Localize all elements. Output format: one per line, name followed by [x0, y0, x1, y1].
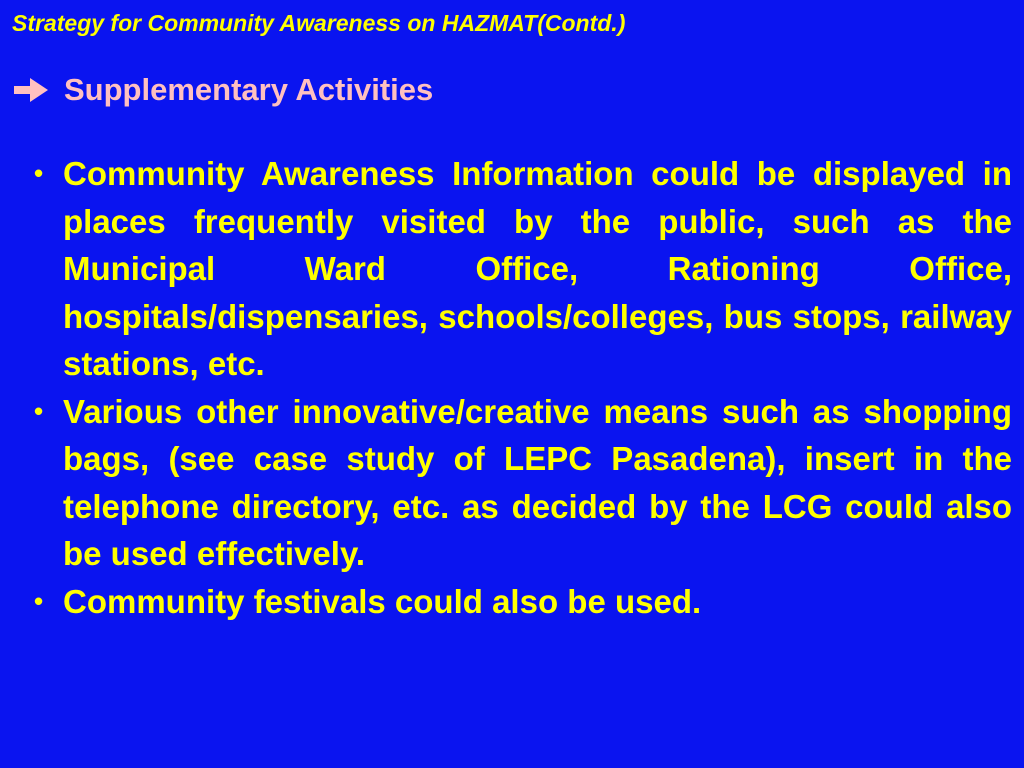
slide-title: Strategy for Community Awareness on HAZMAT(Contd.)	[12, 10, 626, 36]
bullet-marker: •	[34, 585, 44, 616]
bullet-item	[34, 578, 1012, 626]
section-heading-text: Supplementary Activities	[64, 72, 434, 107]
bullet-text: Various other innovative/creative means such as shopping bags, (see case study of LEPC Pasadena), insert in the telephone directory, etc. as decided by the LCG could also be used effectively.	[63, 392, 1012, 572]
section-heading	[14, 72, 433, 108]
bullet-text: Community festivals could also be used.	[63, 582, 702, 620]
bullet-marker: •	[34, 395, 44, 426]
bullet-marker: •	[34, 158, 44, 188]
bullet-item	[34, 150, 1012, 388]
right-arrow-icon	[14, 78, 48, 102]
bullet-list	[34, 150, 1012, 625]
bullet-text: Community Awareness Information could be displayed in places frequently visited by the public, such as the Municipal Ward Office, Rationing Office, hospitals/dispensaries, schools/colleges, bus stops, railway stations, etc.	[63, 155, 1012, 382]
bullet-item	[34, 388, 1012, 578]
